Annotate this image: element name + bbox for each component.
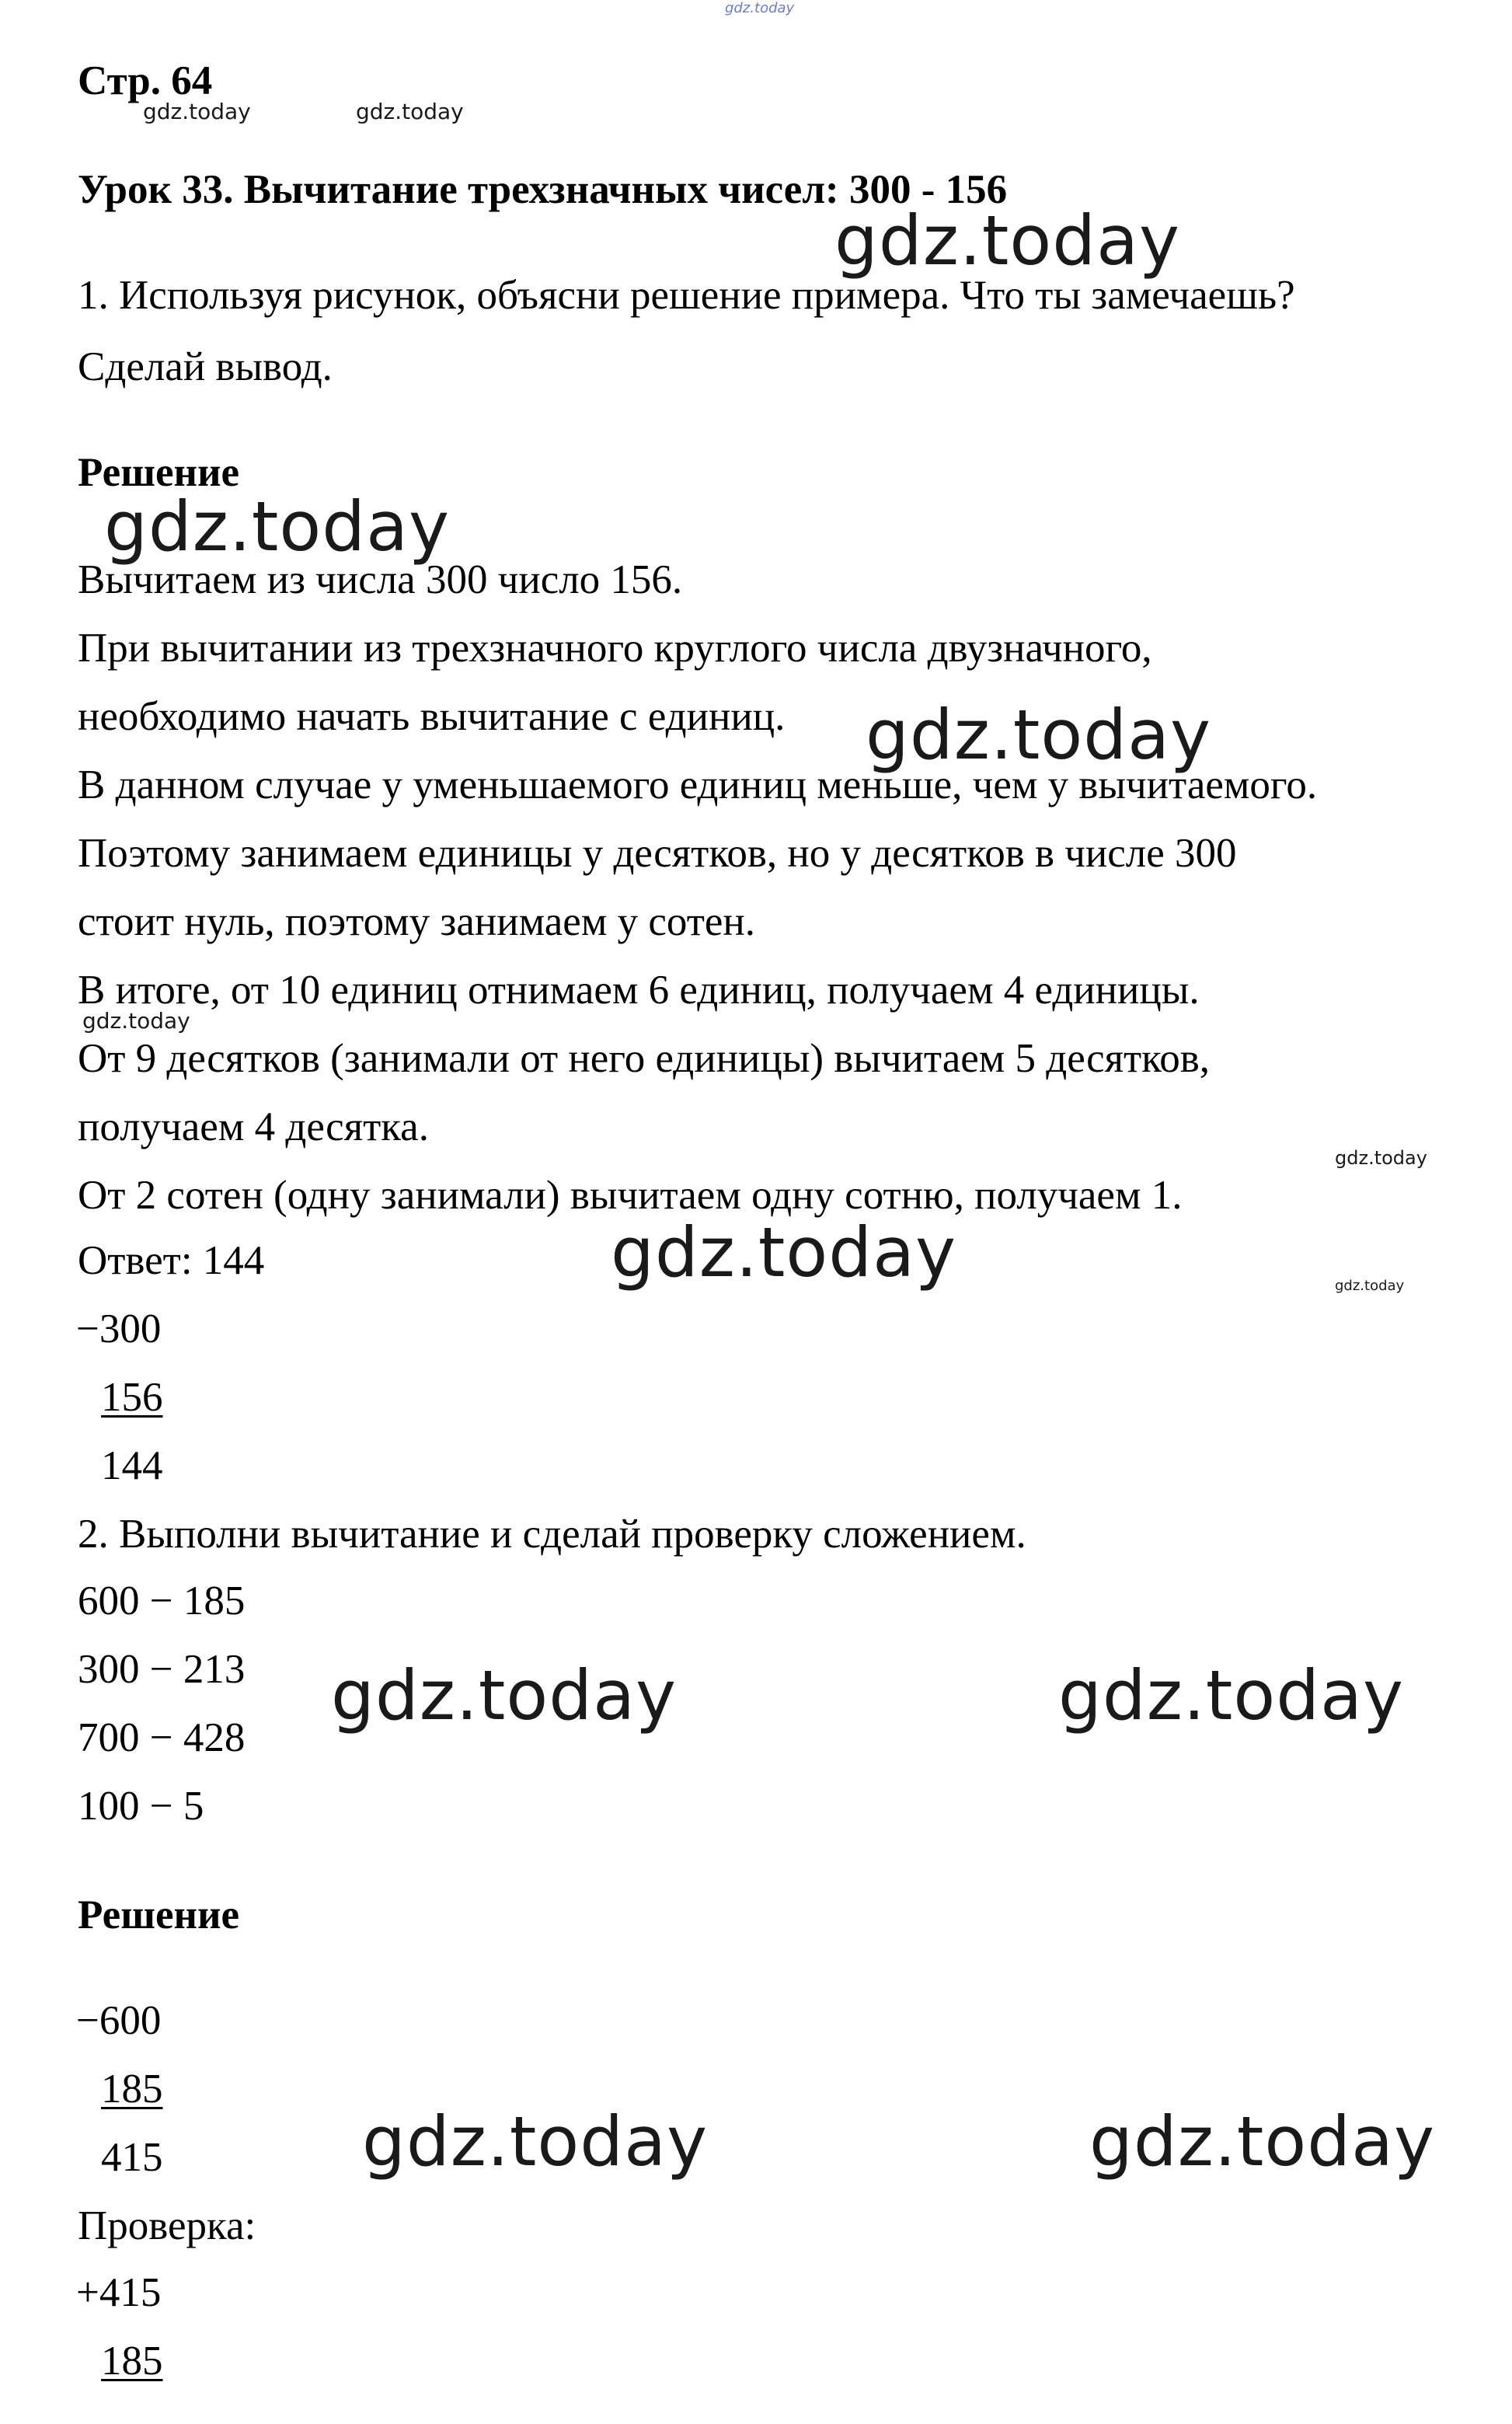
task2-check-addend1: +415	[76, 2270, 162, 2315]
task2-column-result: 415	[101, 2135, 163, 2180]
watermark: gdz.today	[143, 99, 251, 124]
task1-prompt-line2: Сделай вывод.	[78, 344, 333, 389]
watermark: gdz.today	[1089, 2101, 1436, 2182]
watermark: gdz.today	[1335, 1147, 1427, 1169]
watermark: gdz.today	[331, 1655, 678, 1735]
task2-example: 300 − 213	[78, 1647, 246, 1692]
task2-column-subtrahend: 185	[101, 2067, 163, 2112]
task1-column-subtrahend: 156	[101, 1375, 163, 1420]
task1-line: В данном случае у уменьшаемого единиц меньше, чем у вычитаемого.	[78, 762, 1318, 807]
watermark: gdz.today	[834, 201, 1181, 281]
watermark: gdz.today	[611, 1212, 957, 1292]
task2-check-addend2: 185	[101, 2339, 163, 2384]
task2-example: 700 − 428	[78, 1715, 246, 1760]
task1-line: Поэтому занимаем единицы у десятков, но у десятков в числе 300	[78, 831, 1237, 876]
lesson-title: Урок 33. Вычитание трехзначных чисел: 300 - 156	[78, 167, 1008, 212]
watermark-top: gdz.today	[725, 0, 795, 16]
task1-line: Вычитаем из числа 300 число 156.	[78, 557, 683, 602]
watermark: gdz.today	[356, 99, 464, 124]
task2-prompt: 2. Выполни вычитание и сделай проверку сложением.	[78, 1512, 1026, 1557]
task1-answer: Ответ: 144	[78, 1238, 265, 1283]
task2-column-minuend: −600	[76, 1998, 162, 2043]
task1-column-minuend: −300	[76, 1306, 162, 1352]
watermark: gdz.today	[1058, 1655, 1405, 1735]
task1-column-result: 144	[101, 1443, 163, 1488]
task2-check-label: Проверка:	[78, 2203, 256, 2248]
task1-line: От 2 сотен (одну занимали) вычитаем одну сотню, получаем 1.	[78, 1173, 1183, 1218]
task1-line: При вычитании из трехзначного круглого числа двузначного,	[78, 626, 1152, 671]
task1-line: необходимо начать вычитание с единиц.	[78, 694, 786, 739]
task1-line: От 9 десятков (занимали от него единицы) вычитаем 5 десятков,	[78, 1036, 1210, 1081]
watermark: gdz.today	[104, 487, 451, 567]
watermark: gdz.today	[82, 1008, 190, 1034]
task1-line: В итоге, от 10 единиц отнимаем 6 единиц, получаем 4 единицы.	[78, 968, 1200, 1013]
task2-solution-heading: Решение	[78, 1892, 240, 1937]
task2-example: 600 − 185	[78, 1578, 246, 1624]
page-number: Стр. 64	[78, 58, 213, 103]
task2-example: 100 − 5	[78, 1784, 204, 1829]
watermark: gdz.today	[866, 695, 1212, 775]
task1-line: стоит нуль, поэтому занимаем у сотен.	[78, 899, 755, 944]
watermark: gdz.today	[362, 2101, 709, 2182]
task1-line: получаем 4 десятка.	[78, 1104, 429, 1149]
task1-prompt-line1: 1. Используя рисунок, объясни решение примера. Что ты замечаешь?	[78, 273, 1295, 318]
task1-solution-heading: Решение	[78, 450, 240, 495]
watermark: gdz.today	[1335, 1278, 1405, 1294]
